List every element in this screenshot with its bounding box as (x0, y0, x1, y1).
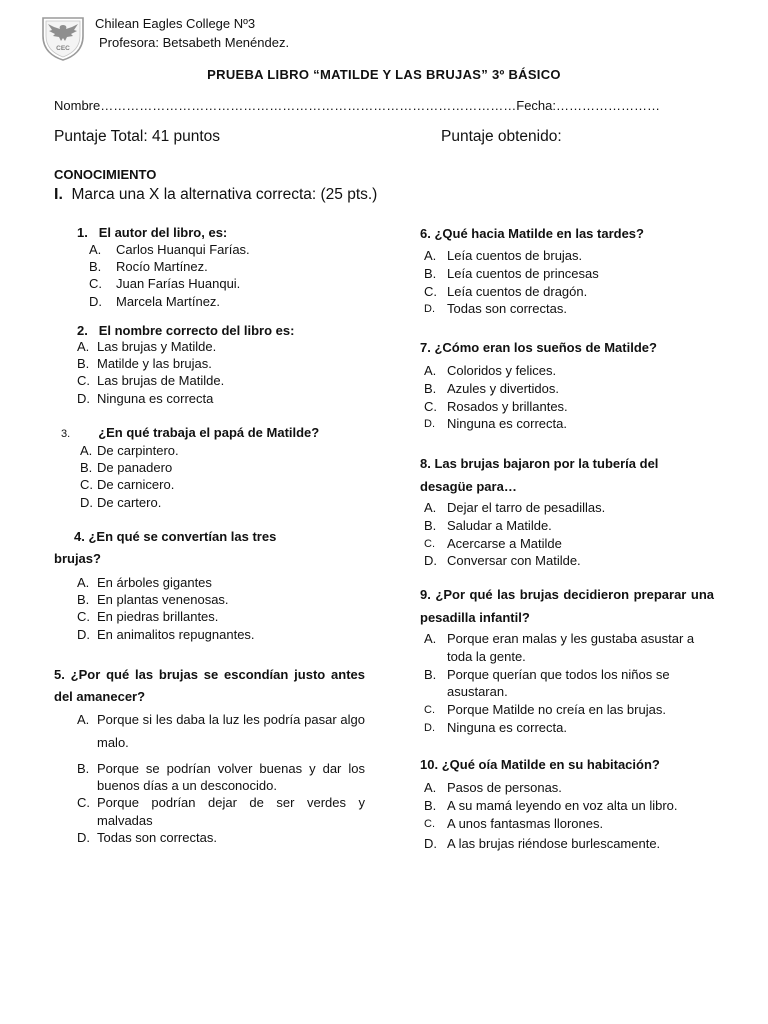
options-q1 (89, 241, 309, 310)
option-b[interactable]: B. Porque se podrían volver buenas y dar los buenos días a un desconocido. (77, 761, 365, 794)
option-d[interactable]: D. Conversar con Matilde. (424, 553, 581, 569)
question-number: 4. (74, 529, 85, 544)
option-c[interactable]: C. A unos fantasmas llorones. (424, 815, 604, 831)
instruction-text: Marca una X la alternativa correcta: (25 pts.) (71, 186, 378, 203)
question-9 (420, 583, 714, 629)
question-text: ¿En qué se convertían las tres brujas? (54, 529, 277, 566)
option-b[interactable]: B. De panadero (80, 460, 173, 476)
question-text: ¿Qué oía Matilde en su habitación? (441, 757, 660, 772)
options-q2 (77, 338, 317, 407)
option-a[interactable]: A. En árboles gigantes (77, 575, 212, 590)
option-a[interactable]: A. Porque eran malas y les gustaba asustar a toda la gente. (424, 631, 695, 664)
question-text: ¿En qué trabaja el papá de Matilde? (98, 425, 320, 440)
option-d[interactable]: D. Ninguna es correcta. (424, 416, 567, 432)
option-d[interactable]: D. Todas son correctas. (424, 301, 567, 317)
exam-title: PRUEBA LIBRO “MATILDE Y LAS BRUJAS” 3º BÁSICO (207, 67, 561, 82)
option-c[interactable]: C. Porque podrían dejar de ser verdes y malvadas (77, 795, 365, 828)
section-instruction (54, 186, 377, 204)
option-c[interactable]: C. Leía cuentos de dragón. (424, 283, 588, 299)
question-6 (420, 223, 644, 245)
options-q9 (424, 630, 714, 737)
teacher-name: Profesora: Betsabeth Menéndez. (99, 35, 290, 50)
question-number: 2. (77, 323, 88, 338)
option-a[interactable]: A. Leía cuentos de brujas. (424, 248, 583, 263)
question-text: Las brujas bajaron por la tubería del desagüe para… (420, 456, 659, 494)
options-q10 (424, 779, 724, 853)
question-text: El autor del libro, es: (98, 225, 228, 240)
option-d[interactable]: D. Ninguna es correcta (77, 390, 214, 406)
option-c[interactable]: C. De carnicero. (80, 477, 175, 493)
school-crest-logo (40, 14, 86, 62)
option-c[interactable]: C. Porque Matilde no creía en las brujas. (424, 702, 666, 718)
question-number: 5. (54, 667, 65, 682)
options-q3 (80, 442, 300, 511)
name-date-line (54, 98, 660, 113)
question-8 (420, 452, 700, 498)
question-number: 9. (420, 587, 431, 602)
option-c[interactable]: C. Las brujas de Matilde. (77, 373, 225, 389)
option-d[interactable]: D. Ninguna es correcta. (424, 719, 567, 735)
question-text: El nombre correcto del libro es: (98, 323, 295, 338)
question-5 (54, 664, 365, 708)
logo-initials: CEC (56, 45, 70, 52)
option-b[interactable]: B. Rocío Martínez. (89, 259, 208, 275)
option-d[interactable]: D. Marcela Martínez. (89, 293, 221, 309)
question-text: ¿Qué hacia Matilde en las tardes? (434, 226, 644, 241)
option-a[interactable]: A. Dejar el tarro de pesadillas. (424, 500, 606, 515)
question-number: 7. (420, 340, 431, 355)
option-c[interactable]: C. Rosados y brillantes. (424, 398, 568, 414)
options-q6 (424, 247, 724, 318)
option-d[interactable]: D. En animalitos repugnantes. (77, 626, 255, 642)
option-a[interactable]: A. Pasos de personas. (424, 780, 562, 795)
question-text: ¿Por qué las brujas decidieron preparar una pesadilla infantil? (420, 587, 714, 625)
option-b[interactable]: B. Saludar a Matilde. (424, 517, 552, 533)
option-b[interactable]: B. Leía cuentos de princesas (424, 265, 599, 281)
question-10 (420, 754, 660, 776)
question-4 (54, 526, 314, 570)
name-field[interactable]: …………………………………………………………………………………… (100, 98, 517, 113)
question-number: 1. (77, 225, 88, 240)
option-b[interactable]: B. Azules y divertidos. (424, 380, 559, 396)
question-number: 10. (420, 757, 439, 772)
option-a[interactable]: A. Las brujas y Matilde. (77, 339, 217, 354)
option-d[interactable]: D. A las brujas riéndose burlescamente. (424, 836, 661, 852)
options-q4 (77, 574, 317, 643)
question-number: 8. (420, 456, 431, 471)
question-7 (420, 337, 657, 359)
options-q7 (424, 362, 724, 433)
option-b[interactable]: B. Porque querían que todos los niños se asustaran. (424, 666, 670, 700)
option-b[interactable]: B. A su mamá leyendo en voz alta un libro. (424, 797, 678, 813)
option-c[interactable]: C. En piedras brillantes. (77, 609, 219, 625)
question-number: 6. (420, 226, 431, 241)
option-a[interactable]: A. Porque si les daba la luz les podría pasar algo malo. (77, 712, 365, 750)
option-b[interactable]: B. En plantas venenosas. (77, 592, 229, 608)
option-a[interactable]: A. De carpintero. (80, 443, 179, 458)
total-score: Puntaje Total: 41 puntos (54, 128, 221, 145)
option-c[interactable]: C. Acercarse a Matilde (424, 535, 562, 551)
options-q5 (77, 708, 365, 846)
date-label: Fecha: (516, 98, 556, 113)
option-c[interactable]: C. Juan Farías Huanqui. (89, 276, 241, 292)
section-label: CONOCIMIENTO (54, 167, 157, 182)
option-d[interactable]: D. Todas son correctas. (77, 829, 217, 845)
name-label: Nombre (54, 98, 101, 113)
option-b[interactable]: B. Matilde y las brujas. (77, 356, 212, 372)
option-a[interactable]: A. Carlos Huanqui Farías. (89, 242, 250, 257)
date-field[interactable]: …………………… (556, 98, 660, 113)
options-q8 (424, 499, 724, 570)
school-name: Chilean Eagles College Nº3 (95, 16, 256, 31)
section-numeral: I. (54, 186, 63, 203)
option-d[interactable]: D. De cartero. (80, 494, 162, 510)
option-a[interactable]: A. Coloridos y felices. (424, 363, 557, 378)
question-text: ¿Cómo eran los sueños de Matilde? (434, 340, 657, 355)
question-text: ¿Por qué las brujas se escondían justo antes del amanecer? (54, 667, 365, 704)
question-number: 3. (61, 428, 71, 440)
obtained-score: Puntaje obtenido: (441, 128, 562, 145)
